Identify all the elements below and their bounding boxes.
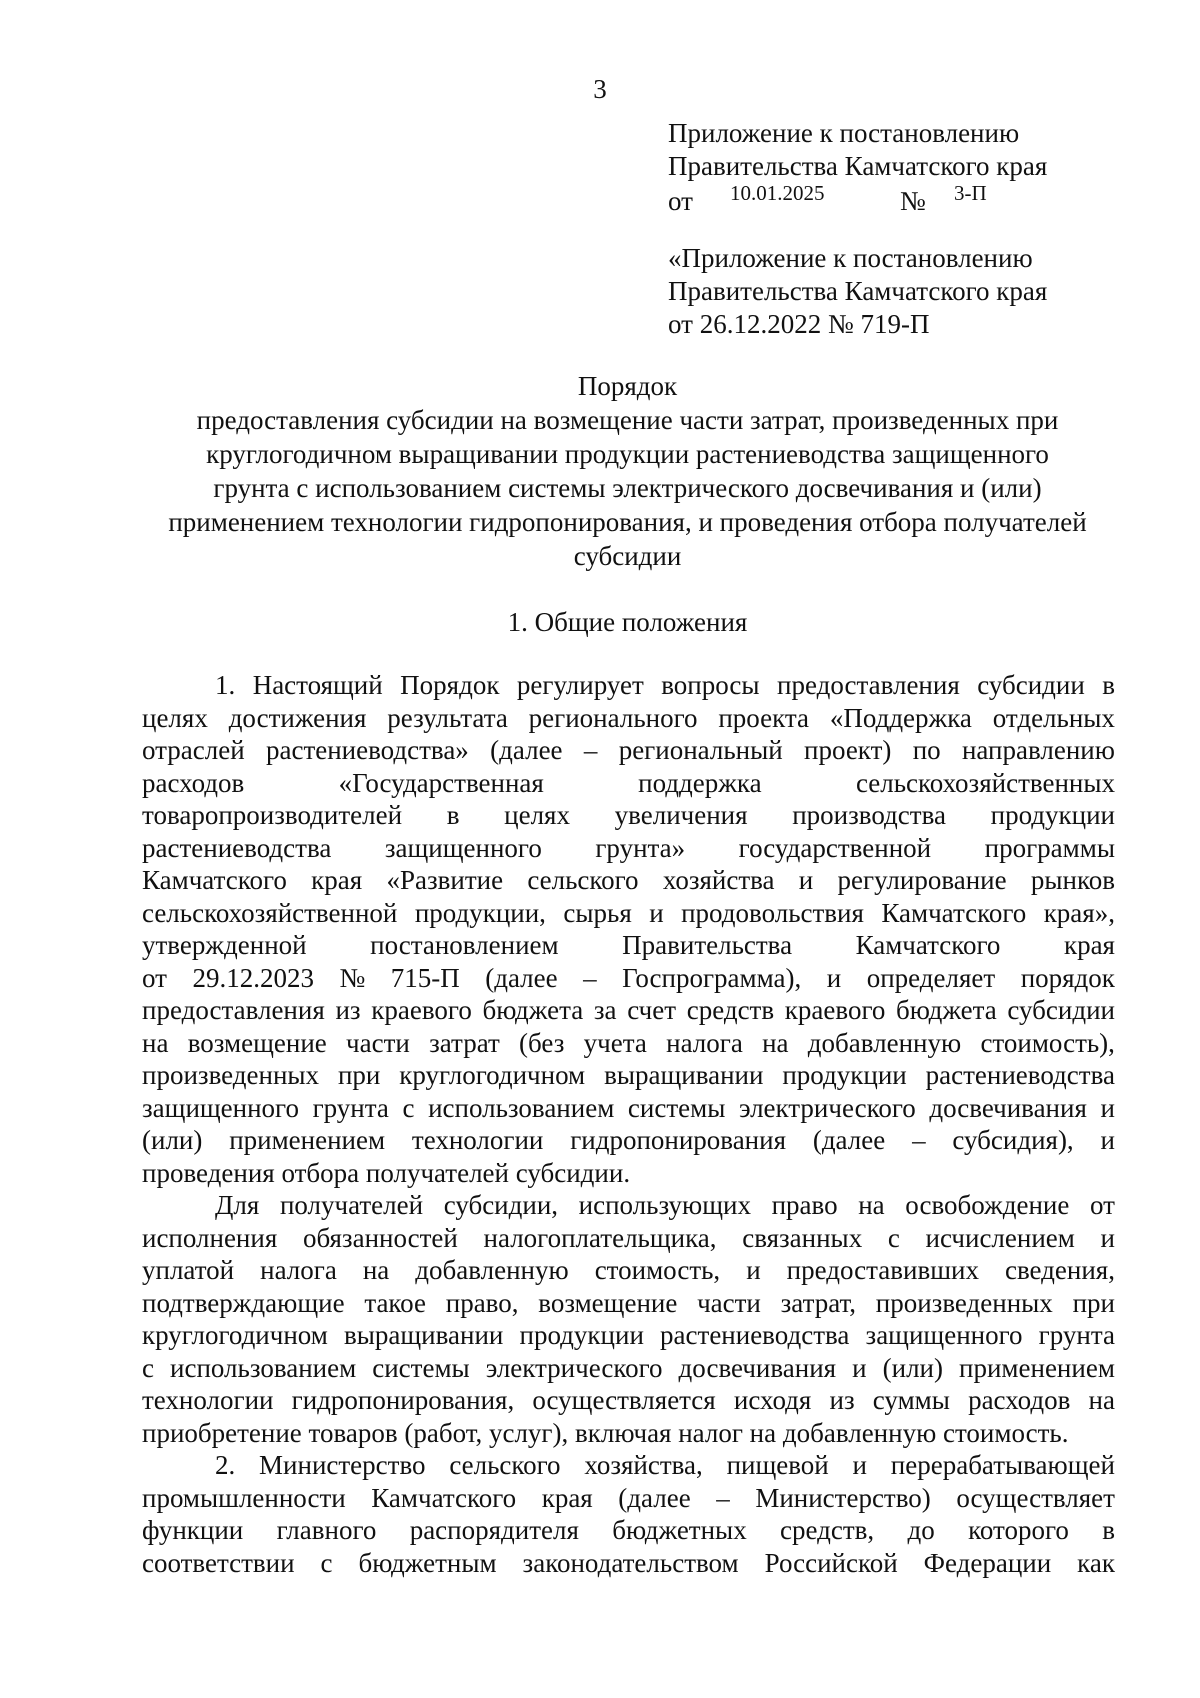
section-heading: 1. Общие положения (507, 607, 748, 637)
body-line: отраслей растениеводства» (далее – региональный проект) по направлению (142, 735, 1115, 765)
body-line: расходов «Государственная поддержка сельскохозяйственных (142, 767, 1115, 798)
body-line: от 29.12.2023 № 715-П (далее – Госпрограмма), и определяет порядок (142, 962, 1115, 993)
body-line: круглогодичном выращивании продукции растениеводства защищенного грунта (142, 1320, 1115, 1350)
page-number: 3 (593, 74, 607, 104)
number-sign: № (900, 186, 926, 216)
document-title (140, 369, 1115, 573)
appendix-original-line-3: от 26.12.2022 № 719-П (668, 309, 930, 339)
body-line: исполнения обязанностей налогоплательщика, связанных с исчислением и (142, 1222, 1115, 1253)
title-line: субсидии (573, 541, 682, 571)
body-line: растениеводства защищенного грунта» государственной программы (142, 832, 1115, 863)
body-line: защищенного грунта с использованием системы электрического досвечивания и (142, 1092, 1115, 1123)
body-line: предоставления из краевого бюджета за счет средств краевого бюджета субсидии (142, 995, 1115, 1025)
body-line: произведенных при круглогодичном выращивании продукции растениеводства (142, 1060, 1115, 1090)
body-line: товаропроизводителей в целях увеличения производства продукции (142, 800, 1115, 830)
body-line: на возмещение части затрат (без учета налога на добавленную стоимость), (142, 1027, 1115, 1058)
body-text (142, 669, 1115, 1579)
appendix-current-date-row (668, 183, 1047, 216)
body-line: сельскохозяйственной продукции, сырья и продовольствия Камчатского края», (142, 897, 1115, 928)
body-line: утвержденной постановлением Правительства Камчатского края (142, 930, 1115, 960)
decree-number: 3-П (954, 181, 987, 205)
decree-date: 10.01.2025 (730, 181, 825, 205)
title-line: круглогодичном выращивании продукции растениеводства защищенного (206, 439, 1049, 469)
body-line: соответствии с бюджетным законодательством Российской Федерации как (142, 1547, 1115, 1578)
body-line: Для получателей субсидии, использующих право на освобождение от (215, 1190, 1115, 1220)
title-line: грунта с использованием системы электрического досвечивания и (или) (213, 473, 1042, 503)
title-heading: Порядок (577, 371, 678, 401)
appendix-current-line-1: Приложение к постановлению (668, 118, 1020, 148)
body-line: приобретение товаров (работ, услуг), включая налог на добавленную стоимость. (142, 1417, 1069, 1448)
body-line: целях достижения результата регионального проекта «Поддержка отдельных (142, 702, 1115, 733)
body-line: промышленности Камчатского края (далее – Министерство) осуществляет (142, 1482, 1115, 1513)
body-line: (или) применением технологии гидропонирования (далее – субсидия), и (142, 1125, 1115, 1155)
body-line: уплатой налога на добавленную стоимость, и предоставивших сведения, (142, 1255, 1115, 1285)
title-line: применением технологии гидропонирования, и проведения отбора получателей (168, 507, 1087, 537)
body-line: функции главного распорядителя бюджетных средств, до которого в (142, 1515, 1115, 1545)
appendix-original-line-2: Правительства Камчатского края (668, 276, 1048, 306)
appendix-current (668, 117, 1047, 216)
title-line: предоставления субсидии на возмещение части затрат, произведенных при (196, 405, 1059, 435)
body-line: с использованием системы электрического досвечивания и (или) применением (142, 1352, 1115, 1383)
body-line: подтверждающие такое право, возмещение части затрат, произведенных при (142, 1287, 1115, 1318)
appendix-current-line-2: Правительства Камчатского края (668, 151, 1048, 181)
body-line: технологии гидропонирования, осуществляется исходя из суммы расходов на (142, 1385, 1115, 1415)
appendix-original (668, 242, 1047, 341)
body-line: проведения отбора получателей субсидии. (142, 1157, 631, 1188)
appendix-original-line-1: «Приложение к постановлению (668, 243, 1033, 273)
body-line: Камчатского края «Развитие сельского хозяйства и регулирование рынков (142, 865, 1115, 895)
body-line: 1. Настоящий Порядок регулирует вопросы предоставления субсидии в (215, 670, 1115, 700)
body-line: 2. Министерство сельского хозяйства, пищевой и перерабатывающей (215, 1450, 1115, 1480)
from-label: от (668, 186, 693, 216)
